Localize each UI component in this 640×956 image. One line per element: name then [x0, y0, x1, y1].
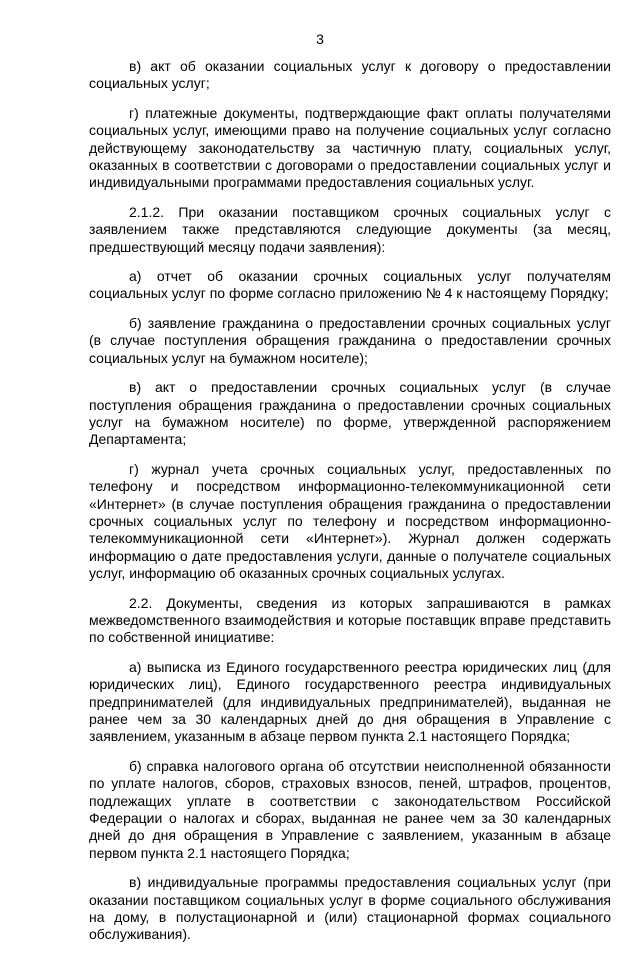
paragraph-individual-programs: в) индивидуальные программы предоставления социальных услуг (при оказании поставщиком социальных услуг в форме социального обслуживания на дому, в полустационарной и (или) стационарной формах социального обслуживания). — [89, 874, 611, 943]
paragraph-egrul-extract: а) выписка из Единого государственного реестра юридических лиц (для юридических лиц), Единого государственного реестра индивидуальных предпринимателей (для индивидуальных предпринимателей), выданная не ранее чем за 30 календарных дней до дня обращения в Управление с заявлением, указанным в абзаце первом пункта 2.1 настоящего Порядка; — [89, 658, 611, 745]
paragraph-urgent-report: а) отчет об оказании срочных социальных услуг получателям социальных услуг по форме согласно приложению № 4 к настоящему Порядку; — [89, 268, 611, 302]
page-number: 3 — [316, 31, 324, 47]
paragraph-tax-certificate: б) справка налогового органа об отсутствии неисполненной обязанности по уплате налогов, сборов, страховых взносов, пеней, штрафов, процентов, подлежащих уплате в соответствии с законодательством Российской Федерации о налогах и сборах, выданная не ранее чем за 30 календарных дней до дня обращения в Управление с заявлением, указанным в абзаце первом пункта 2.1 настоящего Порядка; — [89, 757, 611, 861]
paragraph-payment-documents: г) платежные документы, подтверждающие факт оплаты получателями социальных услуг, имеющими право на получение социальных услуг согласно действующему законодательству за частичную плату, социальных услуг, оказанных в соответствии с договорами о предоставлении социальных услуг и индивидуальными программами предоставления социальных услуг. — [89, 104, 611, 191]
paragraph-act-services: в) акт об оказании социальных услуг к договору о предоставлении социальных услуг; — [89, 58, 611, 92]
document-body — [89, 58, 611, 956]
paragraph-citizen-application: б) заявление гражданина о предоставлении срочных социальных услуг (в случае поступления обращения гражданина о предоставлении срочных социальных услуг на бумажном носителе); — [89, 314, 611, 366]
paragraph-2-2: 2.2. Документы, сведения из которых запрашиваются в рамках межведомственного взаимодействия и которые поставщик вправе представить по собственной инициативе: — [89, 594, 611, 646]
paragraph-urgent-act: в) акт о предоставлении срочных социальных услуг (в случае поступления обращения гражданина о предоставлении срочных социальных услуг на бумажном носителе) по форме, утвержденной распоряжением Департамента; — [89, 379, 611, 448]
paragraph-urgent-journal: г) журнал учета срочных социальных услуг, предоставленных по телефону и посредством информационно-телекоммуникационной сети «Интернет» (в случае поступления обращения гражданина о предоставлении срочных социальных услуг по телефону и посредством информационно-телекоммуникационной сети «Интернет»). Журнал должен содержать информацию о дате предоставления услуги, данные о получателе социальных услуг, информацию об оказанных срочных социальных услугах. — [89, 460, 611, 582]
paragraph-2-1-2: 2.1.2. При оказании поставщиком срочных социальных услуг с заявлением также представляются следующие документы (за месяц, предшествующий месяцу подачи заявления): — [89, 203, 611, 255]
